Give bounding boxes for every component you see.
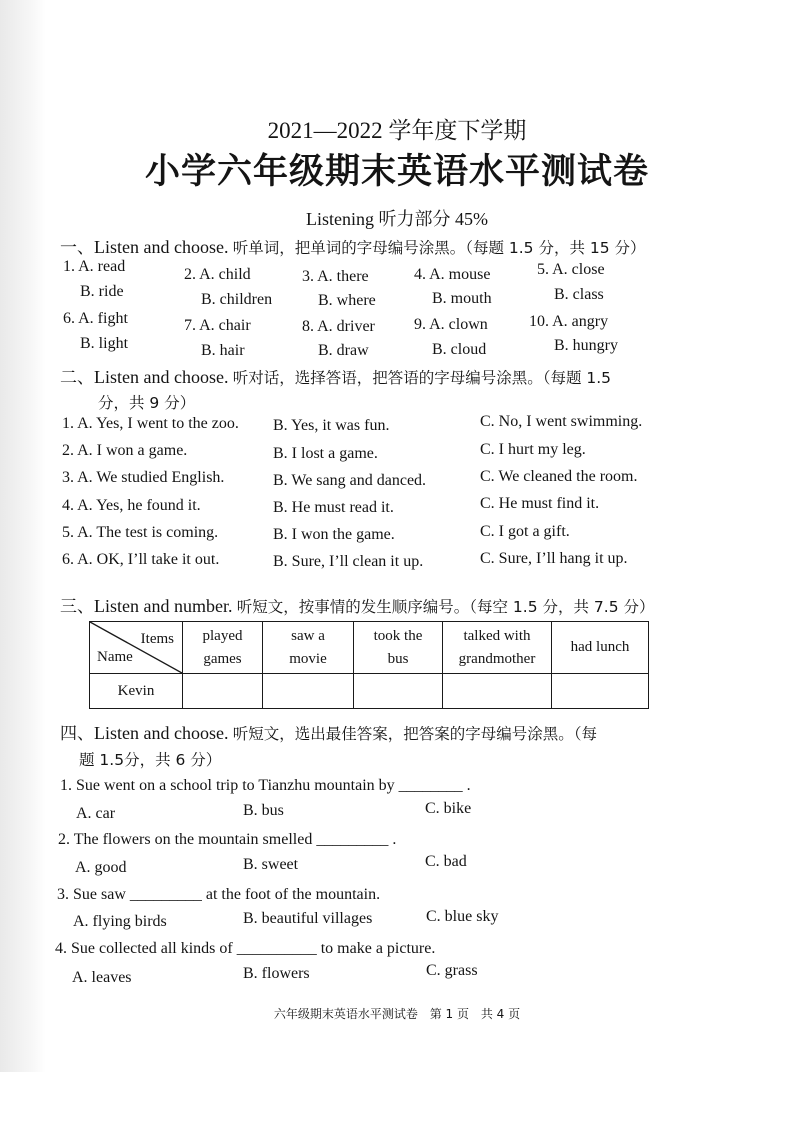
s2-q3-c: C. We cleaned the room. xyxy=(480,468,638,485)
answer-cell[interactable] xyxy=(552,674,649,709)
column-header: took the bus xyxy=(354,622,443,674)
s4-q3-a: A. flying birds xyxy=(73,913,167,930)
s2-q6-a: 6. A. OK, I’ll take it out. xyxy=(62,551,220,568)
s4-q3-b: B. beautiful villages xyxy=(243,910,373,927)
s1-item-2a: 2. A. child xyxy=(184,266,251,283)
corner-items-label: Items xyxy=(140,631,174,647)
s2-q1-c: C. No, I went swimming. xyxy=(480,413,643,430)
section4-instructions: 听短文，选出最佳答案，把答案的字母编号涂黑。（每 xyxy=(232,725,597,743)
s4-q2-c: C. bad xyxy=(425,853,467,870)
s1-item-1b: B. ride xyxy=(80,283,124,300)
listening-part-heading: Listening 听力部分 45% xyxy=(306,209,488,229)
answer-cell[interactable] xyxy=(354,674,443,709)
exam-title: 小学六年级期末英语水平测试卷 xyxy=(144,152,649,192)
s1-item-9b: B. cloud xyxy=(432,341,487,358)
s2-q1-a: 1. A. Yes, I went to the zoo. xyxy=(62,415,239,432)
s2-q5-c: C. I got a gift. xyxy=(480,523,570,540)
answer-cell[interactable] xyxy=(183,674,263,709)
section4-instructions-cont: 题 1.5分，共 6 分） xyxy=(79,751,222,769)
s2-q4-b: B. He must read it. xyxy=(273,499,394,516)
section3-number: 三、 xyxy=(60,597,94,616)
s1-item-4a: 4. A. mouse xyxy=(414,266,491,283)
s2-q2-c: C. I hurt my leg. xyxy=(480,441,586,458)
footer-page: 第 1 页 xyxy=(429,1007,469,1021)
s4-q2: 2. The flowers on the mountain smelled _________ . xyxy=(58,831,397,848)
section3-en: Listen and number. xyxy=(94,596,233,616)
s4-q3-c: C. blue sky xyxy=(426,908,499,925)
column-header: talked with grandmother xyxy=(443,622,552,674)
table-corner-cell xyxy=(90,622,183,674)
section1-number: 一、 xyxy=(60,238,94,257)
section2-number: 二、 xyxy=(60,368,94,387)
section2-en: Listen and choose. xyxy=(94,367,229,387)
table-header-row xyxy=(90,622,649,674)
section2-heading xyxy=(60,363,611,388)
section4-number: 四、 xyxy=(60,724,94,743)
footer-title: 六年级期末英语水平测试卷 xyxy=(273,1007,418,1021)
s4-q2-b: B. sweet xyxy=(243,856,299,873)
s4-q1-a: A. car xyxy=(76,805,116,822)
footer-total: 共 4 页 xyxy=(480,1007,521,1021)
s4-q4-a: A. leaves xyxy=(72,969,132,986)
s1-item-5a: 5. A. close xyxy=(537,261,605,278)
column-header: saw a movie xyxy=(263,622,354,674)
section3-instructions: 听短文，按事情的发生顺序编号。（每空 1.5 分，共 7.5 分） xyxy=(236,598,655,616)
s1-item-2b: B. children xyxy=(201,291,273,308)
s1-item-8a: 8. A. driver xyxy=(302,318,375,335)
s1-item-1a: 1. A. read xyxy=(63,258,126,275)
row-name-cell: Kevin xyxy=(90,674,183,709)
s2-q4-a: 4. A. Yes, he found it. xyxy=(62,497,201,514)
s1-item-3b: B. where xyxy=(318,292,376,309)
section1-en: Listen and choose. xyxy=(94,237,229,257)
s1-item-5b: B. class xyxy=(554,286,604,303)
s1-item-7b: B. hair xyxy=(201,342,245,359)
s1-item-4b: B. mouth xyxy=(432,290,492,307)
s4-q2-a: A. good xyxy=(75,859,127,876)
s4-q3: 3. Sue saw _________ at the foot of the mountain. xyxy=(57,886,381,903)
section1-instructions: 听单词，把单词的字母编号涂黑。（每题 1.5 分，共 15 分） xyxy=(232,239,646,257)
section2-instructions-cont: 分，共 9 分） xyxy=(98,394,196,412)
answer-cell[interactable] xyxy=(263,674,354,709)
s2-q3-b: B. We sang and danced. xyxy=(273,472,427,489)
s1-item-10a: 10. A. angry xyxy=(529,313,609,330)
s2-q6-c: C. Sure, I’ll hang it up. xyxy=(480,550,628,567)
table-row xyxy=(90,674,649,709)
s2-q1-b: B. Yes, it was fun. xyxy=(273,417,390,434)
s2-q2-a: 2. A. I won a game. xyxy=(62,442,188,459)
section4-en: Listen and choose. xyxy=(94,723,229,743)
s1-item-9a: 9. A. clown xyxy=(414,316,488,333)
s1-item-8b: B. draw xyxy=(318,342,369,359)
s1-item-10b: B. hungry xyxy=(554,337,618,354)
s1-item-3a: 3. A. there xyxy=(302,268,369,285)
section1-heading xyxy=(60,233,646,258)
s4-q4-c: C. grass xyxy=(426,962,478,979)
order-table xyxy=(89,621,649,709)
s1-item-7a: 7. A. chair xyxy=(184,317,251,334)
s2-q5-a: 5. A. The test is coming. xyxy=(62,524,219,541)
corner-name-label: Name xyxy=(97,649,133,665)
s2-q6-b: B. Sure, I’ll clean it up. xyxy=(273,553,424,570)
s4-q4: 4. Sue collected all kinds of __________ to make a picture. xyxy=(55,940,436,957)
section2-instructions: 听对话，选择答语，把答语的字母编号涂黑。（每题 1.5 xyxy=(232,369,612,387)
page-footer xyxy=(0,1005,794,1022)
school-year-line: 2021—2022 学年度下学期 xyxy=(267,118,527,143)
section3-heading xyxy=(60,592,655,617)
s2-q4-c: C. He must find it. xyxy=(480,495,600,512)
answer-cell[interactable] xyxy=(443,674,552,709)
s4-q1-b: B. bus xyxy=(243,802,284,819)
s1-item-6a: 6. A. fight xyxy=(63,310,128,327)
s4-q1: 1. Sue went on a school trip to Tianzhu mountain by ________ . xyxy=(60,777,471,794)
s2-q2-b: B. I lost a game. xyxy=(273,445,378,462)
s4-q1-c: C. bike xyxy=(425,800,472,817)
section4-heading xyxy=(60,719,597,744)
column-header: played games xyxy=(183,622,263,674)
s2-q5-b: B. I won the game. xyxy=(273,526,395,543)
s4-q4-b: B. flowers xyxy=(243,965,310,982)
s1-item-6b: B. light xyxy=(80,335,129,352)
column-header: had lunch xyxy=(552,622,649,674)
s2-q3-a: 3. A. We studied English. xyxy=(62,469,225,486)
